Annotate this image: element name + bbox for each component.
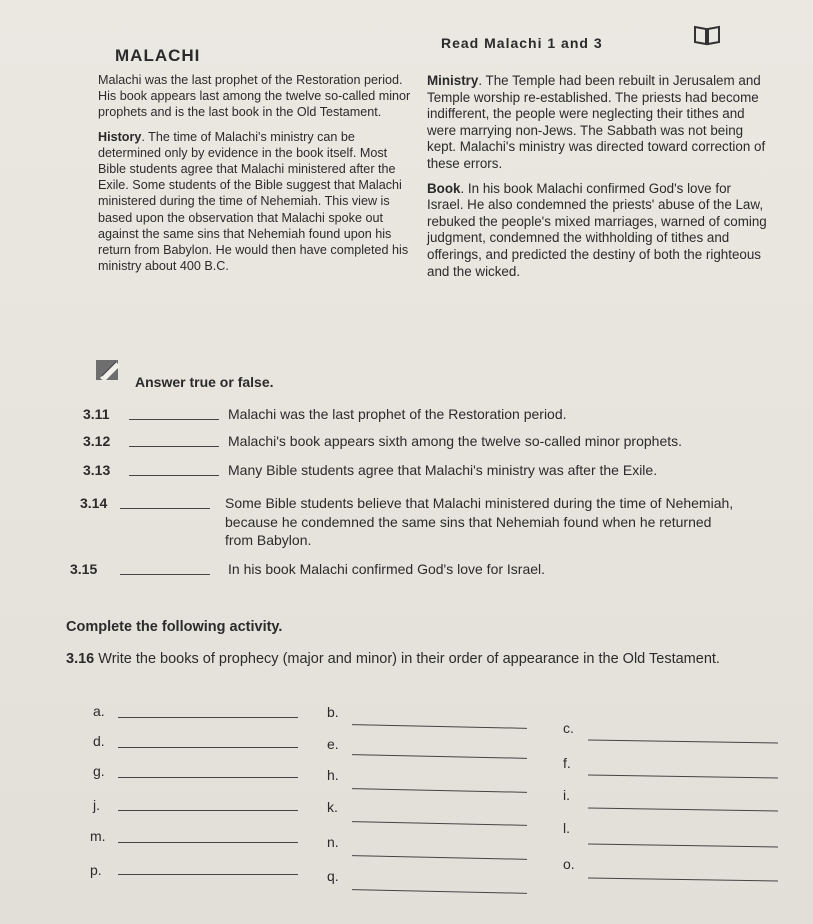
book-paragraph xyxy=(427,181,767,281)
tf-item-3-12 xyxy=(83,432,763,452)
tf-number: 3.13 xyxy=(83,462,111,478)
pencil-icon xyxy=(96,356,126,382)
blank-label: c. xyxy=(563,720,574,736)
blank-line-g[interactable] xyxy=(118,777,298,778)
blank-line-e[interactable] xyxy=(352,754,527,759)
blank-line-p[interactable] xyxy=(118,874,298,875)
blank-label: h. xyxy=(327,767,339,783)
tf-number: 3.12 xyxy=(83,433,111,449)
tf-number: 3.15 xyxy=(70,561,98,577)
book-label: Book xyxy=(427,180,461,196)
blank-line-h[interactable] xyxy=(352,788,527,793)
tf-statement: Malachi was the last prophet of the Restoration period. xyxy=(228,406,567,422)
blank-line-q[interactable] xyxy=(352,889,527,894)
blank-label: k. xyxy=(327,799,338,815)
blank-line-b[interactable] xyxy=(352,724,527,729)
tf-answer-blank[interactable] xyxy=(129,419,219,420)
history-label: History xyxy=(98,129,142,144)
blank-label: m. xyxy=(90,828,106,844)
blank-line-m[interactable] xyxy=(118,842,298,843)
page-title: MALACHI xyxy=(115,46,201,65)
intro-paragraph: Malachi was the last prophet of the Restoration period. His book appears last among the twelve so-called minor prophets and is the last book in the Old Testament. xyxy=(98,73,411,120)
question-number: 3.16 xyxy=(66,651,95,667)
ministry-text: . The Temple had been rebuilt in Jerusalem and Temple worship re-established. The priests had become indifferent, the people were neglecting their tithes and were marrying non-Jews. The Sabbath was not being kept. Malachi's ministry was directed toward correction of these errors. xyxy=(427,73,766,171)
blank-line-n[interactable] xyxy=(352,855,527,860)
blank-label: d. xyxy=(93,733,105,749)
blank-label: b. xyxy=(327,704,339,720)
tf-number: 3.14 xyxy=(80,495,108,511)
blank-line-f[interactable] xyxy=(588,775,778,779)
tf-answer-blank[interactable] xyxy=(129,446,219,447)
history-paragraph xyxy=(98,129,416,275)
tf-statement: Many Bible students agree that Malachi's ministry was after the Exile. xyxy=(228,462,658,478)
blank-line-k[interactable] xyxy=(352,821,527,826)
tf-answer-blank[interactable] xyxy=(120,574,210,575)
reading-instruction: Read Malachi 1 and 3 xyxy=(441,35,603,51)
blank-label: o. xyxy=(563,856,575,872)
ministry-label: Ministry xyxy=(427,73,479,88)
tf-item-3-15 xyxy=(70,560,750,580)
blank-label: g. xyxy=(93,763,105,779)
activity-question xyxy=(66,650,746,668)
blank-label: i. xyxy=(563,787,570,803)
blank-label: q. xyxy=(327,868,339,884)
open-book-icon xyxy=(693,24,721,46)
blank-label: n. xyxy=(327,834,339,850)
tf-item-3-13 xyxy=(83,461,763,481)
blank-line-l[interactable] xyxy=(588,844,778,848)
blank-label: f. xyxy=(563,755,571,771)
intro-right-column xyxy=(427,73,767,288)
blank-line-c[interactable] xyxy=(588,740,778,744)
blank-line-i[interactable] xyxy=(588,808,778,812)
tf-answer-blank[interactable] xyxy=(120,508,210,509)
tf-item-3-11 xyxy=(83,405,743,425)
tf-answer-blank[interactable] xyxy=(129,475,219,476)
blank-line-a[interactable] xyxy=(118,717,298,718)
intro-left-column xyxy=(98,72,416,282)
tf-number: 3.11 xyxy=(83,406,110,422)
blank-label: l. xyxy=(563,820,570,836)
blank-line-o[interactable] xyxy=(588,878,778,882)
tf-item-3-14 xyxy=(80,494,740,554)
blank-label: j. xyxy=(93,797,100,813)
true-false-heading: Answer true or false. xyxy=(135,374,274,390)
blank-line-j[interactable] xyxy=(118,810,298,811)
blank-label: e. xyxy=(327,736,339,752)
question-text: Write the books of prophecy (major and minor) in their order of appearance in the Old Testament. xyxy=(98,651,720,667)
history-text: . The time of Malachi's ministry can be determined only by evidence in the book itself. Most Bible students agree that Malachi ministered after the Exile. Some students of the Bible suggest that Malachi ministered during the time of Nehemiah. This view is based upon the observation that Malachi spoke out against the same sins that Nehemiah found upon his return from Babylon. He would then have completed his ministry about 400 B.C. xyxy=(98,129,409,274)
tf-statement: Malachi's book appears sixth among the twelve so-called minor prophets. xyxy=(228,433,683,449)
book-text: . In his book Malachi confirmed God's love for Israel. He also condemned the priests' abuse of the Law, rebuked the people's mixed marriages, warned of coming judgment, condemned the withholding of tithes and offerings, and predicted the destiny of both the righteous and the wicked. xyxy=(427,180,767,279)
activity-heading: Complete the following activity. xyxy=(66,619,283,635)
ministry-paragraph xyxy=(427,73,767,173)
blank-label: p. xyxy=(90,862,102,878)
blank-line-d[interactable] xyxy=(118,747,298,748)
tf-statement: Some Bible students believe that Malachi ministered during the time of Nehemiah, because he condemned the same sins that Nehemiah found when he returned from Babylon. xyxy=(225,495,734,548)
tf-statement: In his book Malachi confirmed God's love for Israel. xyxy=(228,561,546,577)
blank-label: a. xyxy=(93,703,105,719)
